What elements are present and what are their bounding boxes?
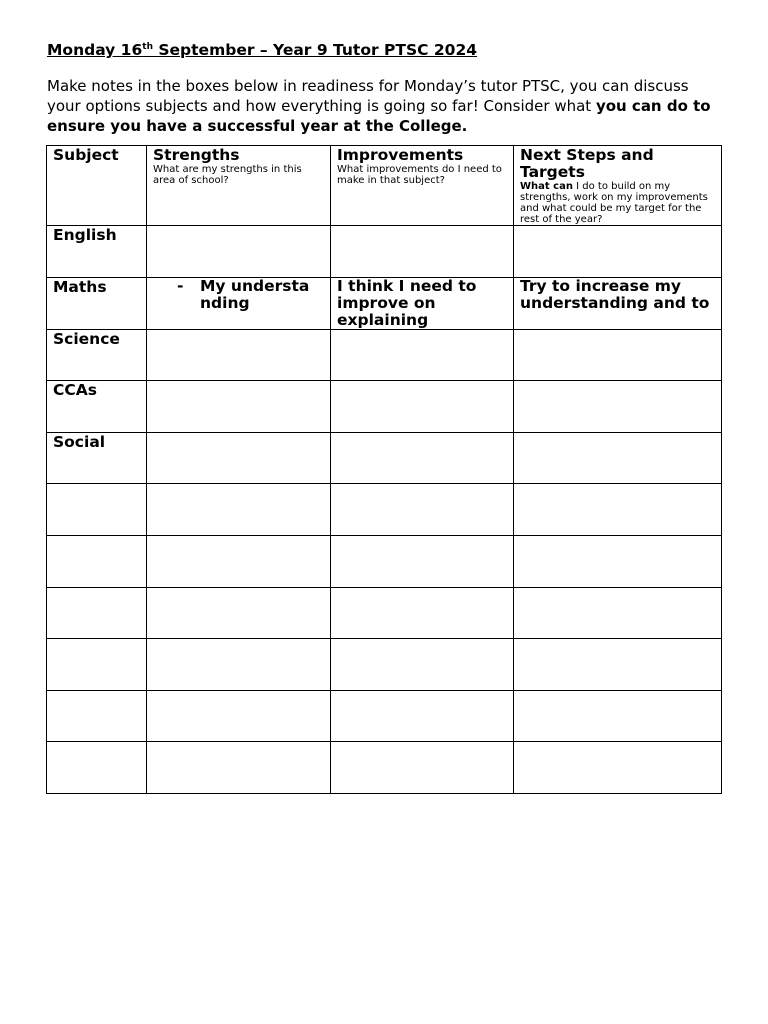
title-suffix: September – Year 9 Tutor PTSC 2024: [152, 41, 478, 59]
improvements-cell[interactable]: [331, 381, 514, 433]
table-row-english: [47, 226, 722, 278]
header-next-steps-cell: [514, 146, 722, 226]
improvements-cell[interactable]: [331, 226, 514, 278]
header-strengths: Strengths: [153, 146, 240, 164]
improvements-cell[interactable]: [331, 742, 514, 794]
improvements-cell[interactable]: [331, 329, 514, 381]
subject-cell[interactable]: [47, 329, 147, 381]
strengths-text: My understanding: [200, 276, 310, 312]
ptsc-notes-table: [46, 145, 722, 794]
improvements-cell[interactable]: [331, 587, 514, 639]
header-strengths-cell: [147, 146, 331, 226]
strengths-bullet-item: [177, 278, 324, 312]
strengths-cell[interactable]: [147, 226, 331, 278]
table-row-blank: [47, 535, 722, 587]
improvements-cell[interactable]: [331, 535, 514, 587]
subject-label: Social: [53, 432, 106, 451]
next-steps-cell[interactable]: [514, 639, 722, 691]
page-title: [47, 41, 477, 59]
strengths-cell[interactable]: [147, 432, 331, 484]
subject-cell[interactable]: [47, 381, 147, 433]
subject-cell[interactable]: [47, 535, 147, 587]
subject-cell[interactable]: [47, 226, 147, 278]
strengths-cell[interactable]: [147, 277, 331, 329]
intro-bold-text: you can do to ensure you have a successful year at the College.: [47, 97, 711, 135]
improvements-cell[interactable]: [331, 432, 514, 484]
subject-label: English: [53, 226, 117, 244]
table-row-maths: [47, 277, 722, 329]
title-prefix: Monday 16: [47, 41, 143, 59]
improvements-cell[interactable]: [331, 690, 514, 742]
subject-cell[interactable]: [47, 690, 147, 742]
table-header-row: [47, 146, 722, 226]
strengths-cell[interactable]: [147, 587, 331, 639]
bullet-dash: -: [177, 276, 184, 295]
improvements-cell[interactable]: [331, 639, 514, 691]
table-row-blank: [47, 639, 722, 691]
subject-cell[interactable]: [47, 587, 147, 639]
table-row-blank: [47, 690, 722, 742]
strengths-cell[interactable]: [147, 535, 331, 587]
table-row-blank: [47, 742, 722, 794]
subject-cell[interactable]: [47, 742, 147, 794]
next-steps-cell[interactable]: [514, 742, 722, 794]
next-steps-cell[interactable]: [514, 226, 722, 278]
next-steps-cell[interactable]: [514, 432, 722, 484]
header-strengths-hint: What are my strengths in this area of school?: [153, 164, 302, 186]
table-row-blank: [47, 484, 722, 536]
title-superscript: th: [142, 42, 153, 52]
subject-label: Maths: [53, 277, 107, 296]
header-improvements-cell: [331, 146, 514, 226]
table-row-blank: [47, 587, 722, 639]
intro-regular-text: Make notes in the boxes below in readiness for Monday’s tutor PTSC, you can discuss your options subjects and how everything is going so far! Consider what: [47, 77, 689, 115]
table-row-science: [47, 329, 722, 381]
strengths-cell[interactable]: [147, 639, 331, 691]
subject-cell[interactable]: [47, 639, 147, 691]
next-steps-cell[interactable]: [514, 587, 722, 639]
table-row-social: [47, 432, 722, 484]
strengths-cell[interactable]: [147, 381, 331, 433]
next-steps-cell[interactable]: [514, 535, 722, 587]
next-steps-cell[interactable]: [514, 329, 722, 381]
subject-label: CCAs: [53, 381, 97, 400]
strengths-cell[interactable]: [147, 742, 331, 794]
next-steps-text: Try to increase my understanding and to: [520, 277, 710, 312]
header-subject: Subject: [53, 146, 119, 164]
header-next-steps-hint: [520, 181, 715, 225]
subject-cell[interactable]: [47, 484, 147, 536]
header-next-steps-hint-text: I do to build on my strengths, work on my improvements and what could be my target for the rest of the year?: [520, 181, 708, 225]
header-next-steps-hint-bold: What can: [520, 181, 573, 192]
intro-paragraph: [47, 76, 727, 136]
table-row-ccas: [47, 381, 722, 433]
improvements-text: I think I need to improve on explaining: [337, 277, 477, 329]
next-steps-cell[interactable]: [514, 690, 722, 742]
subject-label: Science: [53, 329, 120, 348]
next-steps-cell[interactable]: [514, 277, 722, 329]
strengths-cell[interactable]: [147, 690, 331, 742]
header-subject-cell: [47, 146, 147, 226]
improvements-cell[interactable]: [331, 277, 514, 329]
strengths-cell[interactable]: [147, 329, 331, 381]
subject-cell[interactable]: [47, 277, 147, 329]
header-improvements: Improvements: [337, 146, 464, 164]
improvements-cell[interactable]: [331, 484, 514, 536]
next-steps-cell[interactable]: [514, 484, 722, 536]
next-steps-cell[interactable]: [514, 381, 722, 433]
subject-cell[interactable]: [47, 432, 147, 484]
strengths-cell[interactable]: [147, 484, 331, 536]
header-improvements-hint: What improvements do I need to make in that subject?: [337, 164, 502, 186]
header-next-steps: Next Steps and Targets: [520, 146, 654, 181]
